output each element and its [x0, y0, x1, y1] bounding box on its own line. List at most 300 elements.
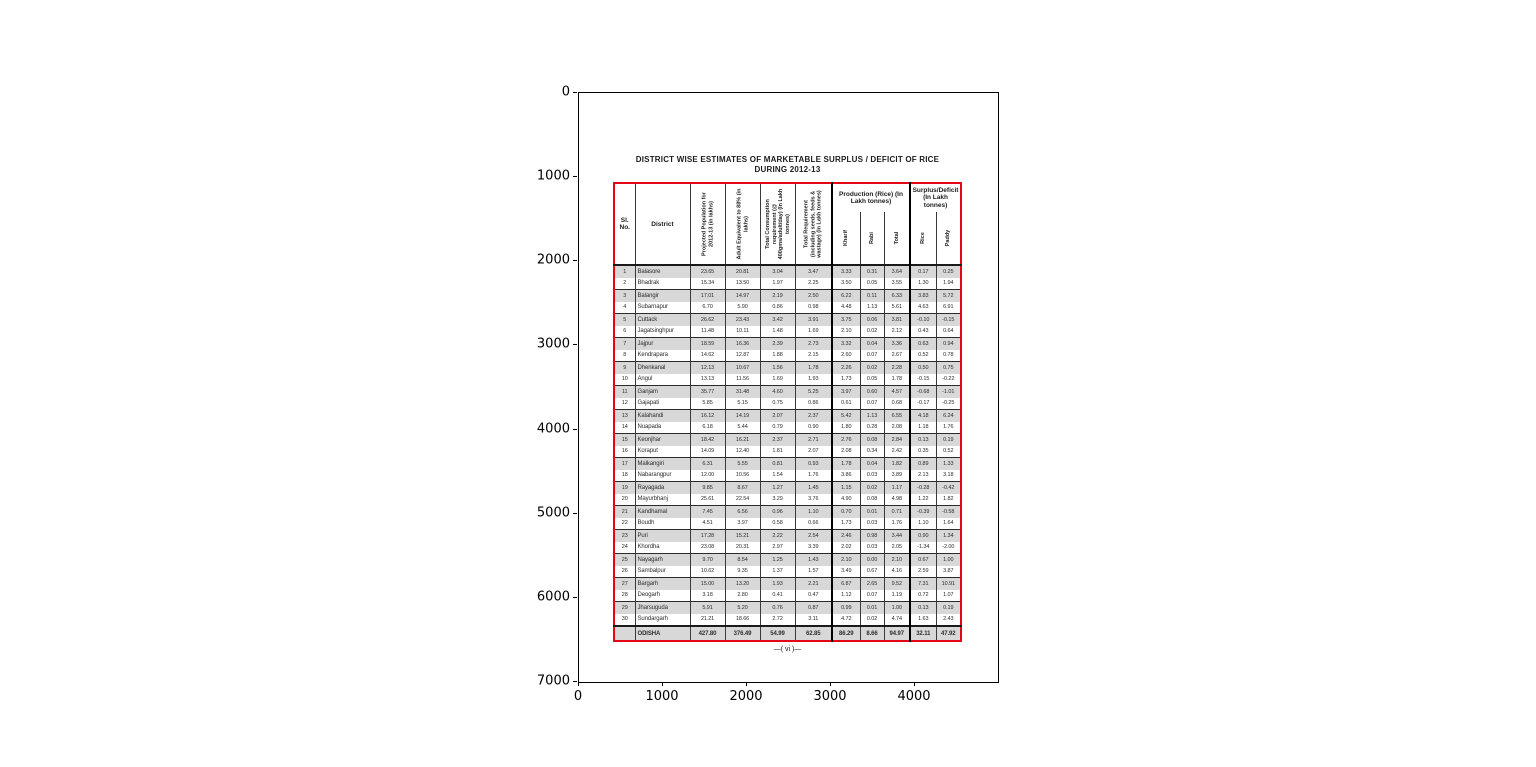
- value-cell: 1.13: [860, 302, 884, 314]
- table-row: [614, 470, 961, 482]
- value-cell: 11: [621, 388, 628, 395]
- value-cell: 8: [623, 352, 627, 359]
- value-cell: 1.12: [832, 590, 860, 602]
- value-cell: 6.87: [832, 578, 860, 590]
- value-cell: 1.78: [832, 458, 860, 470]
- value-cell: 13: [621, 412, 628, 419]
- value-cell: 6.24: [936, 410, 961, 422]
- value-cell: 2.25: [795, 278, 832, 290]
- value-cell: 0.19: [936, 602, 961, 614]
- value-cell: 18.42: [690, 434, 725, 446]
- district-cell: ODISHA: [635, 626, 690, 641]
- value-cell: 0.67: [860, 566, 884, 578]
- district-cell: Deogarh: [635, 590, 690, 602]
- value-cell: 3: [623, 292, 627, 299]
- value-cell: 16.12: [690, 410, 725, 422]
- value-cell: 23.65: [690, 265, 725, 278]
- value-cell: 2.37: [760, 434, 795, 446]
- document-title-line1: DISTRICT WISE ESTIMATES OF MARKETABLE SURPLUS / DEFICIT OF RICE: [635, 155, 940, 164]
- value-cell: 5.15: [725, 398, 760, 410]
- value-cell: 54.99: [760, 626, 795, 641]
- table-row: [614, 338, 961, 350]
- value-cell: 25: [621, 556, 628, 563]
- value-cell: 0.47: [795, 590, 832, 602]
- value-cell: 16: [621, 448, 628, 455]
- value-cell: 3.97: [832, 386, 860, 398]
- value-cell: -0.10: [910, 314, 936, 326]
- document-title: [613, 155, 962, 175]
- value-cell: 3.50: [832, 278, 860, 290]
- value-cell: 2.73: [795, 338, 832, 350]
- table-header: [614, 183, 961, 265]
- y-tick-mark: [573, 513, 577, 514]
- district-cell: Sambalpur: [635, 566, 690, 578]
- table-row: [614, 458, 961, 470]
- value-cell: 2.42: [884, 446, 910, 458]
- table-row: [614, 278, 961, 290]
- table-row: [614, 446, 961, 458]
- district-cell: Cuttack: [635, 314, 690, 326]
- value-cell: 16.36: [725, 338, 760, 350]
- value-cell: 0.75: [936, 362, 961, 374]
- value-cell: 3.18: [690, 590, 725, 602]
- value-cell: 86.29: [832, 626, 860, 641]
- value-cell: 20.81: [725, 265, 760, 278]
- value-cell: 5.72: [936, 290, 961, 302]
- value-cell: 2.60: [832, 350, 860, 362]
- value-cell: 2.67: [884, 350, 910, 362]
- value-cell: 24: [621, 544, 628, 551]
- value-cell: 0.07: [860, 398, 884, 410]
- value-cell: -0.39: [910, 506, 936, 518]
- value-cell: 1.69: [795, 326, 832, 338]
- value-cell: 12.13: [690, 362, 725, 374]
- value-cell: 0.70: [832, 506, 860, 518]
- value-cell: 0.03: [860, 518, 884, 530]
- value-cell: 1.33: [936, 458, 961, 470]
- value-cell: 1.78: [884, 374, 910, 386]
- value-cell: 0.35: [910, 446, 936, 458]
- value-cell: 32.11: [910, 626, 936, 641]
- value-cell: 16.21: [725, 434, 760, 446]
- value-cell: 2.72: [760, 614, 795, 627]
- value-cell: 2.19: [760, 290, 795, 302]
- x-tick-mark: [578, 682, 579, 686]
- value-cell: 14.62: [690, 350, 725, 362]
- value-cell: 31.48: [725, 386, 760, 398]
- value-cell: 2.05: [884, 542, 910, 554]
- value-cell: 2.97: [760, 542, 795, 554]
- header-kharif: Kharif: [832, 212, 860, 265]
- value-cell: 2.21: [795, 578, 832, 590]
- value-cell: 4.57: [884, 386, 910, 398]
- value-cell: 10: [621, 376, 628, 383]
- value-cell: 5.90: [725, 302, 760, 314]
- value-cell: 1.48: [760, 326, 795, 338]
- value-cell: 2.13: [910, 470, 936, 482]
- value-cell: 4.72: [832, 614, 860, 627]
- value-cell: 0.02: [860, 482, 884, 494]
- value-cell: 2.59: [910, 566, 936, 578]
- value-cell: 18: [621, 472, 628, 479]
- value-cell: 9.52: [884, 578, 910, 590]
- header-rice: Rice: [910, 212, 936, 265]
- value-cell: 0.13: [910, 434, 936, 446]
- page-footer-mark: —( vi )—: [773, 646, 802, 653]
- table-row: [614, 602, 961, 614]
- value-cell: 0.99: [832, 602, 860, 614]
- table-total-row: [614, 626, 961, 641]
- district-cell: Rayagada: [635, 482, 690, 494]
- value-cell: 13.50: [725, 278, 760, 290]
- value-cell: 1.76: [936, 422, 961, 434]
- value-cell: [614, 626, 635, 641]
- value-cell: 1.57: [795, 566, 832, 578]
- value-cell: 1: [623, 268, 627, 275]
- value-cell: 0.03: [860, 470, 884, 482]
- value-cell: 0.07: [860, 350, 884, 362]
- value-cell: 0.90: [795, 422, 832, 434]
- value-cell: 14.09: [690, 446, 725, 458]
- value-cell: 0.90: [910, 530, 936, 542]
- value-cell: 0.94: [936, 338, 961, 350]
- header-adult-equivalent: Adult Equivalent to 88% (in lakhs): [725, 183, 760, 265]
- value-cell: 0.93: [795, 458, 832, 470]
- table-row: [614, 434, 961, 446]
- table-row: [614, 614, 961, 627]
- value-cell: 0.02: [860, 614, 884, 627]
- value-cell: 6.56: [725, 506, 760, 518]
- value-cell: 17.01: [690, 290, 725, 302]
- value-cell: 12.87: [725, 350, 760, 362]
- value-cell: 6.91: [936, 302, 961, 314]
- value-cell: 3.75: [832, 314, 860, 326]
- value-cell: 12.00: [690, 470, 725, 482]
- value-cell: 1.25: [760, 554, 795, 566]
- district-cell: Balangir: [635, 290, 690, 302]
- value-cell: 15.00: [690, 578, 725, 590]
- value-cell: 0.34: [860, 446, 884, 458]
- value-cell: 62.85: [795, 626, 832, 641]
- value-cell: 21.21: [690, 614, 725, 627]
- value-cell: 0.07: [860, 590, 884, 602]
- value-cell: 9.35: [725, 566, 760, 578]
- value-cell: 1.13: [860, 410, 884, 422]
- value-cell: 0.98: [795, 302, 832, 314]
- header-surplus-group: Surplus/Deficit (In Lakh tonnes): [910, 183, 961, 212]
- value-cell: 2.15: [795, 350, 832, 362]
- table-row: [614, 578, 961, 590]
- y-tick-mark: [573, 344, 577, 345]
- value-cell: 15.21: [725, 530, 760, 542]
- x-tick-mark: [830, 682, 831, 686]
- value-cell: 17: [621, 460, 628, 467]
- value-cell: 4: [623, 304, 627, 311]
- value-cell: 1.88: [760, 350, 795, 362]
- value-cell: 7.45: [690, 506, 725, 518]
- value-cell: 3.18: [936, 470, 961, 482]
- value-cell: 1.00: [936, 554, 961, 566]
- value-cell: 18.59: [690, 338, 725, 350]
- value-cell: 0.67: [910, 554, 936, 566]
- value-cell: 2.08: [884, 422, 910, 434]
- value-cell: 3.36: [884, 338, 910, 350]
- district-cell: Kandhamal: [635, 506, 690, 518]
- value-cell: 0.86: [760, 302, 795, 314]
- value-cell: 1.97: [760, 278, 795, 290]
- y-tick-label: 6000: [536, 589, 570, 605]
- value-cell: 14.97: [725, 290, 760, 302]
- value-cell: 1.81: [760, 446, 795, 458]
- value-cell: 19: [621, 484, 628, 491]
- value-cell: 0.76: [760, 602, 795, 614]
- value-cell: 0.52: [936, 446, 961, 458]
- district-cell: Kalahandi: [635, 410, 690, 422]
- value-cell: 14: [621, 424, 628, 431]
- value-cell: 5.91: [690, 602, 725, 614]
- value-cell: 9.70: [690, 554, 725, 566]
- district-cell: Bhadrak: [635, 278, 690, 290]
- value-cell: 23: [621, 532, 628, 539]
- district-cell: Dhenkanal: [635, 362, 690, 374]
- value-cell: 2.28: [884, 362, 910, 374]
- value-cell: 3.97: [725, 518, 760, 530]
- value-cell: 1.93: [760, 578, 795, 590]
- value-cell: 3.81: [884, 314, 910, 326]
- value-cell: 4.90: [832, 494, 860, 506]
- value-cell: 9: [623, 364, 627, 371]
- header-total: Total: [884, 212, 910, 265]
- value-cell: 0.17: [910, 265, 936, 278]
- value-cell: 2.84: [884, 434, 910, 446]
- value-cell: 5: [623, 316, 627, 323]
- district-cell: Bargarh: [635, 578, 690, 590]
- value-cell: 0.81: [760, 458, 795, 470]
- table-row: [614, 494, 961, 506]
- value-cell: 3.87: [936, 566, 961, 578]
- district-cell: Gajapati: [635, 398, 690, 410]
- value-cell: -0.15: [910, 374, 936, 386]
- value-cell: 22.54: [725, 494, 760, 506]
- value-cell: 21: [621, 508, 628, 515]
- value-cell: 0.06: [860, 314, 884, 326]
- value-cell: 17.28: [690, 530, 725, 542]
- district-cell: Jagatsinghpur: [635, 326, 690, 338]
- value-cell: 0.31: [860, 265, 884, 278]
- y-tick-label: 5000: [536, 505, 570, 521]
- value-cell: 5.44: [725, 422, 760, 434]
- value-cell: 0.41: [760, 590, 795, 602]
- table-row: [614, 314, 961, 326]
- value-cell: 2.10: [832, 554, 860, 566]
- value-cell: 3.29: [760, 494, 795, 506]
- value-cell: 10.62: [690, 566, 725, 578]
- table-row: [614, 350, 961, 362]
- value-cell: 3.86: [832, 470, 860, 482]
- value-cell: 5.25: [795, 386, 832, 398]
- value-cell: -0.22: [936, 374, 961, 386]
- value-cell: 2.12: [884, 326, 910, 338]
- value-cell: 10.67: [725, 362, 760, 374]
- value-cell: 3.44: [884, 530, 910, 542]
- value-cell: 2.39: [760, 338, 795, 350]
- value-cell: 3.32: [832, 338, 860, 350]
- value-cell: 0.08: [860, 434, 884, 446]
- value-cell: 1.22: [910, 494, 936, 506]
- value-cell: 10.91: [936, 578, 961, 590]
- value-cell: 0.61: [832, 398, 860, 410]
- value-cell: 20.31: [725, 542, 760, 554]
- value-cell: 12: [621, 400, 628, 407]
- value-cell: 6.31: [690, 458, 725, 470]
- table-row: [614, 518, 961, 530]
- value-cell: 1.63: [910, 614, 936, 627]
- value-cell: 23.08: [690, 542, 725, 554]
- value-cell: 0.71: [884, 506, 910, 518]
- value-cell: 10.56: [725, 470, 760, 482]
- value-cell: 15: [621, 436, 628, 443]
- value-cell: 2.43: [936, 614, 961, 627]
- value-cell: 0.03: [860, 542, 884, 554]
- value-cell: 1.80: [832, 422, 860, 434]
- x-tick-label: 3000: [813, 689, 847, 704]
- value-cell: 2.26: [832, 362, 860, 374]
- value-cell: 14.19: [725, 410, 760, 422]
- value-cell: 0.28: [860, 422, 884, 434]
- y-tick-label: 1000: [536, 168, 570, 184]
- table-row: [614, 302, 961, 314]
- value-cell: 0.01: [860, 602, 884, 614]
- value-cell: 0.66: [795, 518, 832, 530]
- value-cell: 0.08: [860, 494, 884, 506]
- value-cell: 2.65: [860, 578, 884, 590]
- value-cell: 1.00: [884, 602, 910, 614]
- table-row: [614, 362, 961, 374]
- district-cell: Boudh: [635, 518, 690, 530]
- value-cell: 2.71: [795, 434, 832, 446]
- district-cell: Subarnapur: [635, 302, 690, 314]
- header-district: District: [635, 183, 690, 265]
- table-row: [614, 410, 961, 422]
- value-cell: 10.11: [725, 326, 760, 338]
- value-cell: 4.18: [910, 410, 936, 422]
- value-cell: 2.10: [884, 554, 910, 566]
- header-production-group: Production (Rice) (In Lakh tonnes): [832, 183, 910, 212]
- district-cell: Nuapada: [635, 422, 690, 434]
- x-tick-label: 4000: [897, 689, 931, 704]
- table-row: [614, 398, 961, 410]
- value-cell: 2.10: [832, 326, 860, 338]
- x-tick-mark: [914, 682, 915, 686]
- value-cell: 5.61: [884, 302, 910, 314]
- value-cell: 0.78: [936, 350, 961, 362]
- header-total-requirement: Total Requirement (including seeds, feeds & wastage) (In Lakh tonnes): [795, 183, 832, 265]
- district-cell: Mayurbhanj: [635, 494, 690, 506]
- value-cell: 0.72: [910, 590, 936, 602]
- table-row: [614, 482, 961, 494]
- value-cell: 22: [621, 520, 628, 527]
- value-cell: 2.37: [795, 410, 832, 422]
- value-cell: 1.18: [910, 422, 936, 434]
- x-tick-mark: [662, 682, 663, 686]
- y-tick-label: 3000: [536, 336, 570, 352]
- table-row: [614, 554, 961, 566]
- header-population: Projected Population for 2012-13 (in lakhs): [690, 183, 725, 265]
- value-cell: 3.91: [795, 314, 832, 326]
- value-cell: 1.73: [832, 518, 860, 530]
- value-cell: 2: [623, 280, 627, 287]
- value-cell: 3.55: [884, 278, 910, 290]
- district-cell: Sundargarh: [635, 614, 690, 627]
- value-cell: 0.60: [860, 386, 884, 398]
- value-cell: 0.19: [936, 434, 961, 446]
- value-cell: -0.25: [936, 398, 961, 410]
- value-cell: 1.30: [910, 278, 936, 290]
- table-row: [614, 590, 961, 602]
- value-cell: 2.07: [760, 410, 795, 422]
- header-consumption: Total Consumption requirement (@ 400gms/adult/day) (In Lakh tonnes): [760, 183, 795, 265]
- y-tick-mark: [573, 429, 577, 430]
- value-cell: 0.98: [860, 530, 884, 542]
- district-cell: Jajpur: [635, 338, 690, 350]
- value-cell: 1.34: [936, 530, 961, 542]
- value-cell: 1.15: [832, 482, 860, 494]
- value-cell: 0.58: [760, 518, 795, 530]
- value-cell: 4.60: [760, 386, 795, 398]
- value-cell: 0.00: [860, 554, 884, 566]
- value-cell: 3.83: [910, 290, 936, 302]
- district-cell: Jharsuguda: [635, 602, 690, 614]
- value-cell: 0.05: [860, 278, 884, 290]
- district-cell: Puri: [635, 530, 690, 542]
- value-cell: 8.66: [860, 626, 884, 641]
- district-cell: Keonjhar: [635, 434, 690, 446]
- y-tick-mark: [573, 681, 577, 682]
- value-cell: 0.50: [910, 362, 936, 374]
- value-cell: 2.46: [832, 530, 860, 542]
- value-cell: 2.50: [795, 290, 832, 302]
- y-tick-mark: [573, 176, 577, 177]
- value-cell: 15.34: [690, 278, 725, 290]
- value-cell: -1.34: [910, 542, 936, 554]
- value-cell: 2.08: [832, 446, 860, 458]
- y-tick-mark: [573, 597, 577, 598]
- value-cell: 5.20: [725, 602, 760, 614]
- value-cell: 1.76: [795, 470, 832, 482]
- value-cell: 6.33: [884, 290, 910, 302]
- value-cell: 1.54: [760, 470, 795, 482]
- x-tick-label: 0: [573, 689, 583, 704]
- value-cell: 4.51: [690, 518, 725, 530]
- value-cell: 0.86: [795, 398, 832, 410]
- value-cell: 2.02: [832, 542, 860, 554]
- table-body: [614, 265, 961, 641]
- district-cell: Nabarangpur: [635, 470, 690, 482]
- value-cell: 30: [621, 616, 628, 623]
- district-cell: Malkangiri: [635, 458, 690, 470]
- surplus-deficit-table: [613, 182, 962, 642]
- value-cell: 2.07: [795, 446, 832, 458]
- table-row: [614, 422, 961, 434]
- y-tick-label: 2000: [536, 252, 570, 268]
- y-tick-label: 4000: [536, 421, 570, 437]
- table-row: [614, 290, 961, 302]
- value-cell: 23.43: [725, 314, 760, 326]
- value-cell: 1.69: [760, 374, 795, 386]
- value-cell: 0.02: [860, 362, 884, 374]
- table-row: [614, 566, 961, 578]
- district-cell: Koraput: [635, 446, 690, 458]
